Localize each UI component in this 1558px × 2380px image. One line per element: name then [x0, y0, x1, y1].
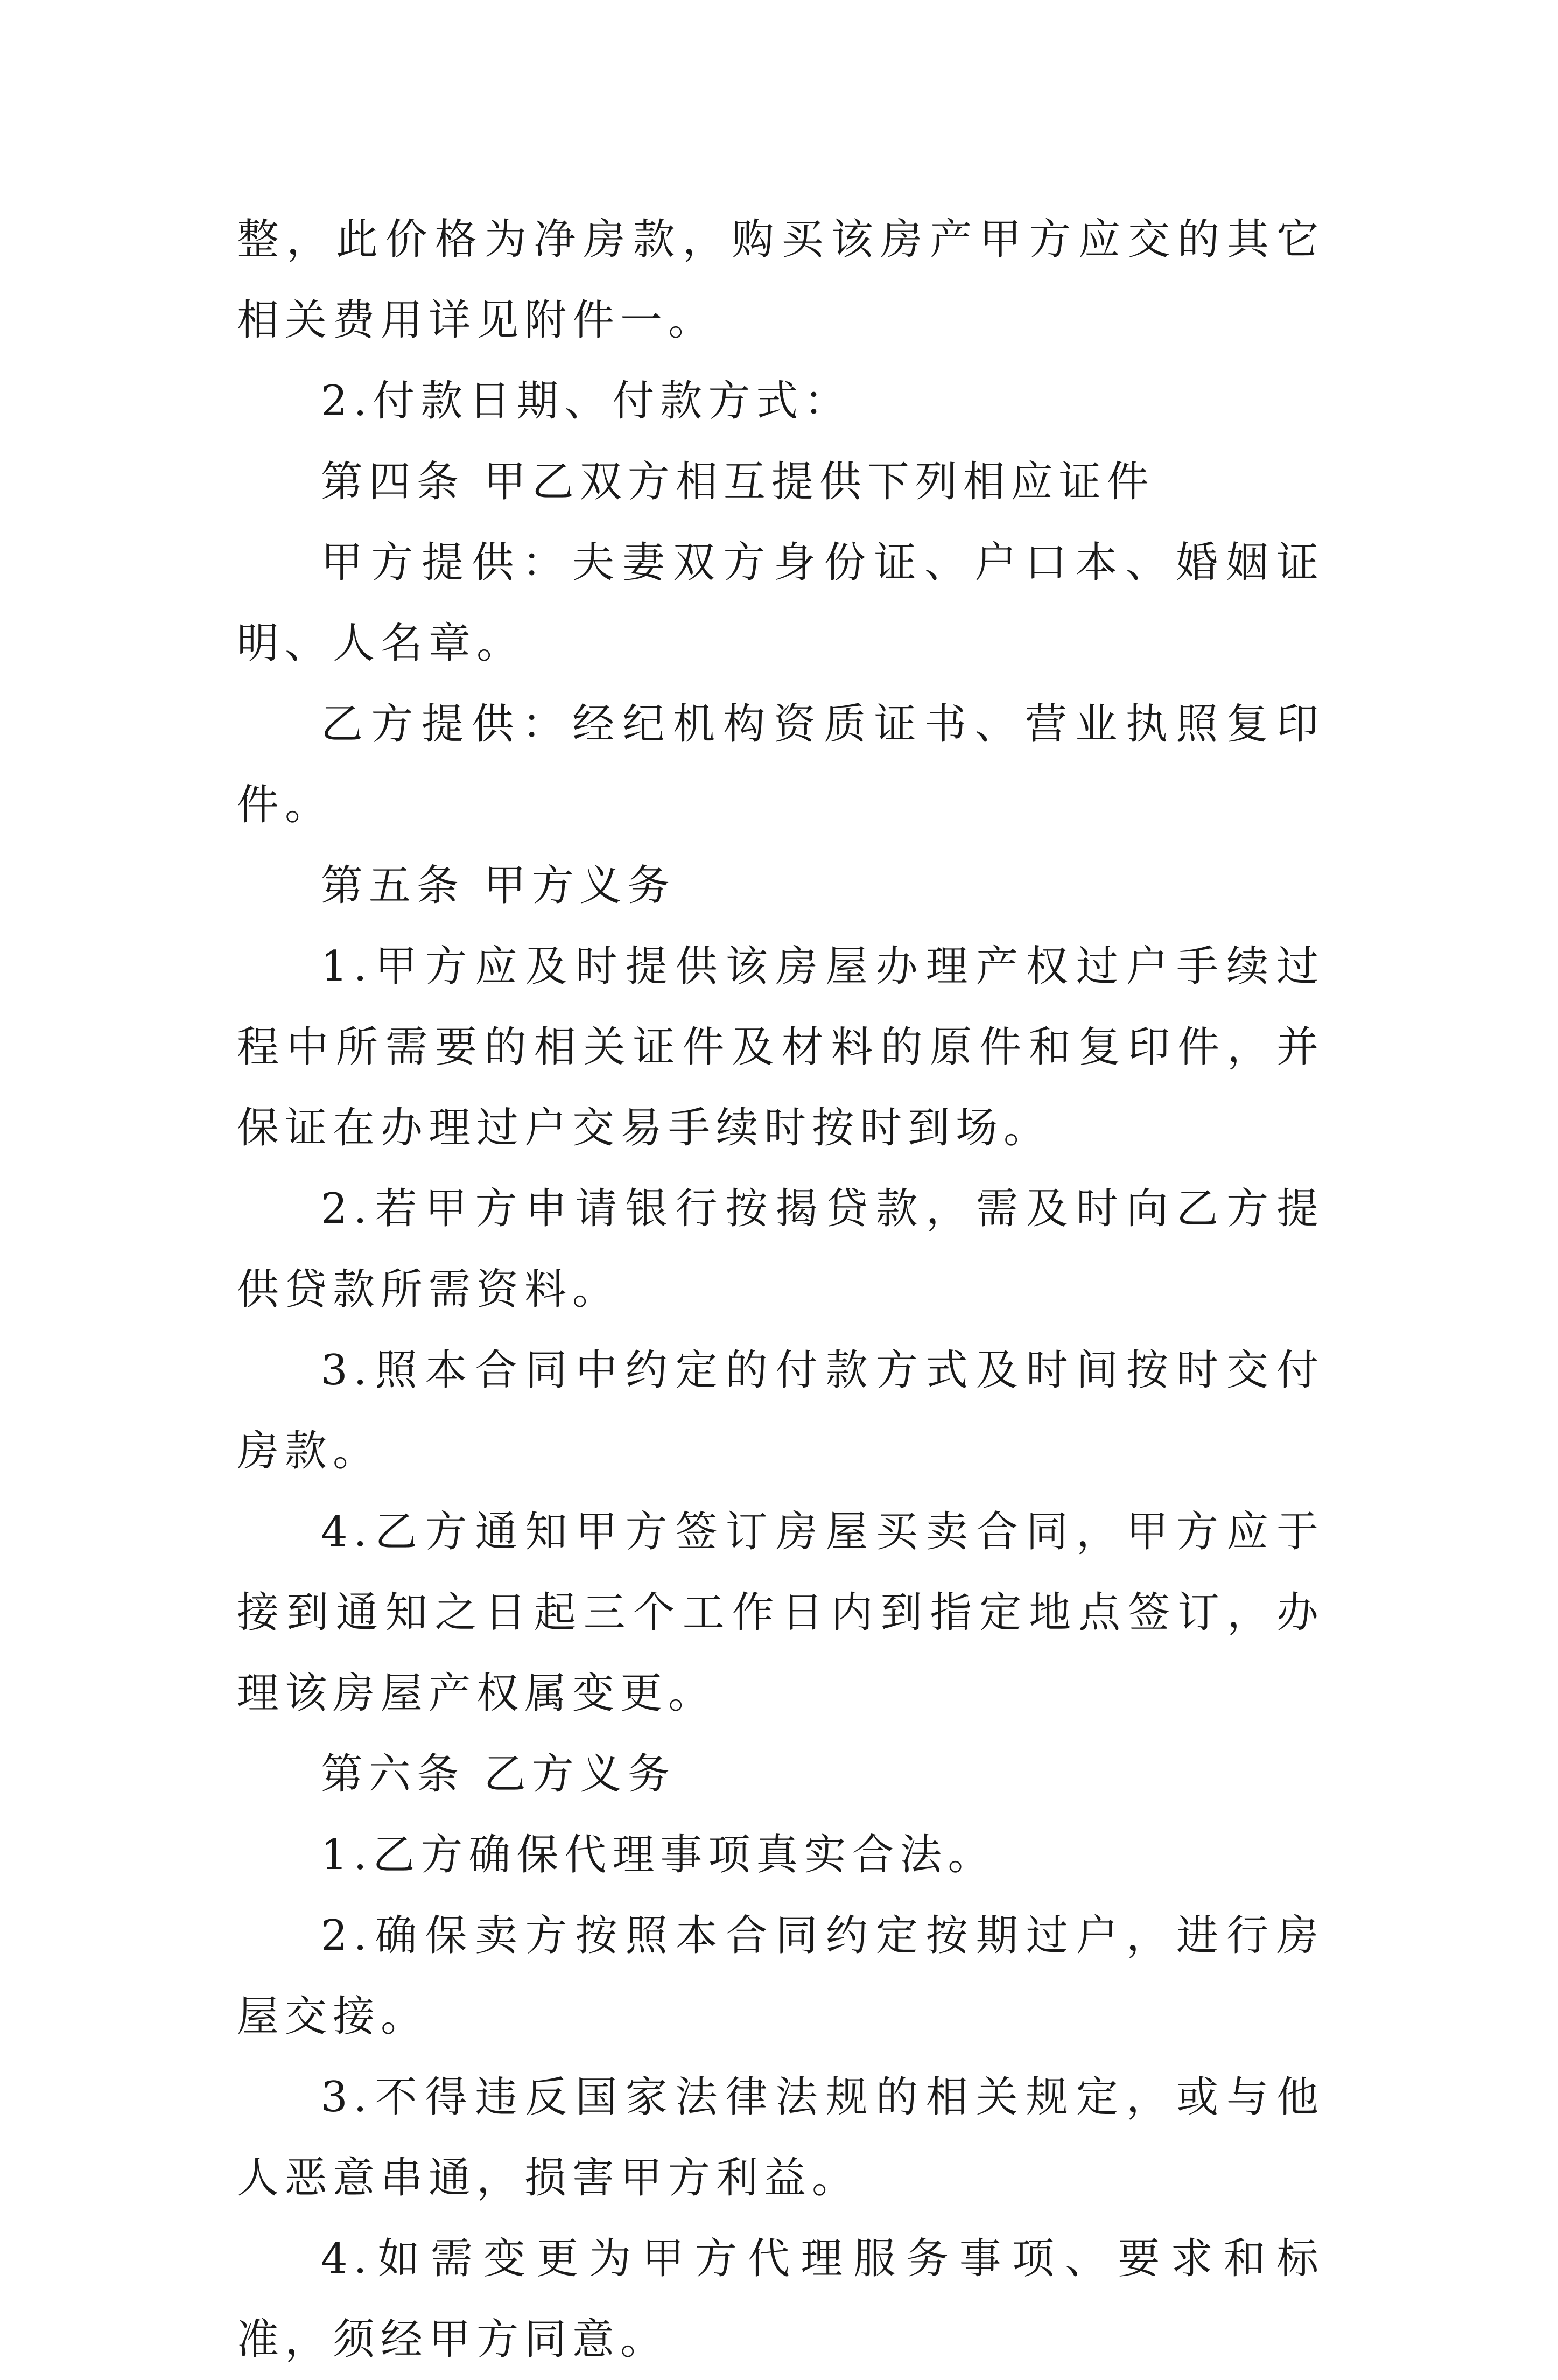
paragraph-party-a-provides: 甲方提供：夫妻双方身份证、户口本、婚姻证明、人名章。	[237, 538, 1324, 668]
paragraph-party-b-provides: 乙方提供：经纪机构资质证书、营业执照复印件。	[237, 700, 1324, 829]
article-4-heading: 第四条 甲乙双方相互提供下列相应证件	[321, 458, 1155, 506]
paragraph-payment-date: 2.付款日期、付款方式：	[321, 377, 852, 425]
paragraph-b-duty-2: 2.确保卖方按照本合同约定按期过户，进行房屋交接。	[237, 1912, 1324, 2041]
paragraph-a-duty-2: 2.若甲方申请银行按揭贷款，需及时向乙方提供贷款所需资料。	[237, 1185, 1324, 1314]
paragraph-b-duty-3: 3.不得违反国家法律法规的相关规定，或与他人恶意串通，损害甲方利益。	[237, 2073, 1324, 2202]
paragraph-b-duty-4: 4.如需变更为甲方代理服务事项、要求和标准，须经甲方同意。	[237, 2235, 1324, 2364]
paragraph-a-duty-3: 3.照本合同中约定的付款方式及时间按时交付房款。	[237, 1346, 1324, 1475]
paragraph-b-duty-1: 1.乙方确保代理事项真实合法。	[321, 1831, 996, 1879]
document-body	[237, 199, 1324, 2380]
article-5-heading: 第五条 甲方义务	[321, 862, 676, 910]
article-6-heading: 第六条 乙方义务	[321, 1750, 676, 1798]
paragraph-a-duty-4: 4.乙方通知甲方签订房屋买卖合同，甲方应于接到通知之日起三个工作日内到指定地点签订，办理该房屋产权属变更。	[237, 1508, 1324, 1718]
paragraph-price-note: 整，此价格为净房款，购买该房产甲方应交的其它相关费用详见附件一。	[237, 215, 1324, 345]
paragraph-a-duty-1: 1.甲方应及时提供该房屋办理产权过户手续过程中所需要的相关证件及材料的原件和复印件，并保证在办理过户交易手续时按时到场。	[237, 942, 1324, 1152]
